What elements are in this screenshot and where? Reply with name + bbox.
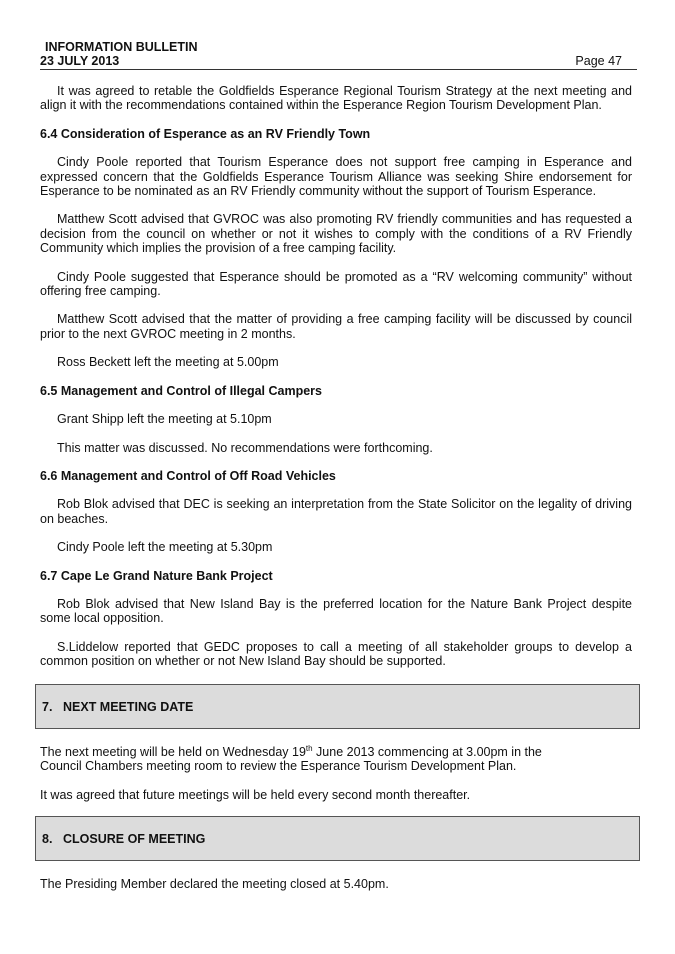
section-8-heading-box — [35, 816, 640, 861]
section-8-title: CLOSURE OF MEETING — [63, 831, 206, 846]
paragraph-6-4-e: Ross Beckett left the meeting at 5.00pm — [57, 355, 279, 370]
next-meeting-text-a: The next meeting will be held on Wednesday 19 — [40, 745, 306, 759]
next-meeting-text-b: June 2013 commencing at 3.00pm in the — [312, 745, 542, 759]
bulletin-title: INFORMATION BULLETIN — [45, 40, 198, 54]
paragraph-6-6-b: Cindy Poole left the meeting at 5.30pm — [57, 540, 273, 555]
heading-6-4: 6.4 Consideration of Esperance as an RV Friendly Town — [40, 126, 371, 141]
paragraph-next-meeting — [40, 745, 632, 774]
section-7-heading-box — [35, 684, 640, 729]
heading-6-5: 6.5 Management and Control of Illegal Campers — [40, 383, 323, 398]
paragraph-6-5-b: This matter was discussed. No recommendations were forthcoming. — [57, 440, 433, 455]
minutes-body — [40, 84, 632, 669]
section-7-number: 7. — [42, 699, 53, 714]
paragraph-6-6-a: Rob Blok advised that DEC is seeking an interpretation from the State Solicitor on the legality of driving on beaches. — [40, 497, 632, 526]
paragraph-6-4-b: Matthew Scott advised that GVROC was also promoting RV friendly communities and has requested a decision from the council on whether or not it wishes to comply with the conditions of a RV Friendly Community which implies the provision of a free camping facility. — [40, 212, 632, 256]
page-header — [40, 40, 637, 70]
next-meeting-text-c: Council Chambers meeting room to review the Esperance Tourism Development Plan. — [40, 759, 517, 774]
heading-6-7: 6.7 Cape Le Grand Nature Bank Project — [40, 568, 273, 583]
paragraph-6-7-b: S.Liddelow reported that GEDC proposes to call a meeting of all stakeholder groups to develop a common position on whether or not New Island Bay should be supported. — [40, 639, 632, 669]
paragraph-future-meetings: It was agreed that future meetings will be held every second month thereafter. — [40, 787, 471, 802]
page-number: Page 47 — [575, 54, 622, 68]
paragraph-6-7-a: Rob Blok advised that New Island Bay is the preferred location for the Nature Bank Project despite some local opposition. — [40, 596, 632, 626]
paragraph-6-4-c: Cindy Poole suggested that Esperance should be promoted as a “RV welcoming community” without offering free camping. — [40, 269, 632, 299]
section-8-number: 8. — [42, 831, 53, 846]
bulletin-date: 23 JULY 2013 — [40, 54, 120, 68]
paragraph-closure: The Presiding Member declared the meeting closed at 5.40pm. — [40, 877, 389, 891]
next-meeting-ordinal: th — [305, 743, 313, 753]
heading-6-6: 6.6 Management and Control of Off Road Vehicles — [40, 468, 336, 483]
paragraph-6-5-a: Grant Shipp left the meeting at 5.10pm — [57, 412, 272, 427]
section-8-body — [40, 877, 632, 891]
section-7-title: NEXT MEETING DATE — [63, 699, 194, 714]
header-date-row — [40, 54, 637, 70]
paragraph-6-4-a: Cindy Poole reported that Tourism Esperance does not support free camping in Esperance and expressed concern that the Goldfields Esperance Tourism Alliance was seeking Shire endorsement for Esperance to be nominated as an RV Friendly community without the support of Tourism Esperance. — [40, 155, 632, 199]
paragraph-intro: It was agreed to retable the Goldfields Esperance Regional Tourism Strategy at the next meeting and align it with the recommendations contained within the Esperance Region Tourism Development Plan. — [40, 84, 632, 113]
paragraph-6-4-d: Matthew Scott advised that the matter of providing a free camping facility will be discussed by council prior to the next GVROC meeting in 2 months. — [40, 312, 632, 341]
section-7-body — [40, 745, 632, 802]
